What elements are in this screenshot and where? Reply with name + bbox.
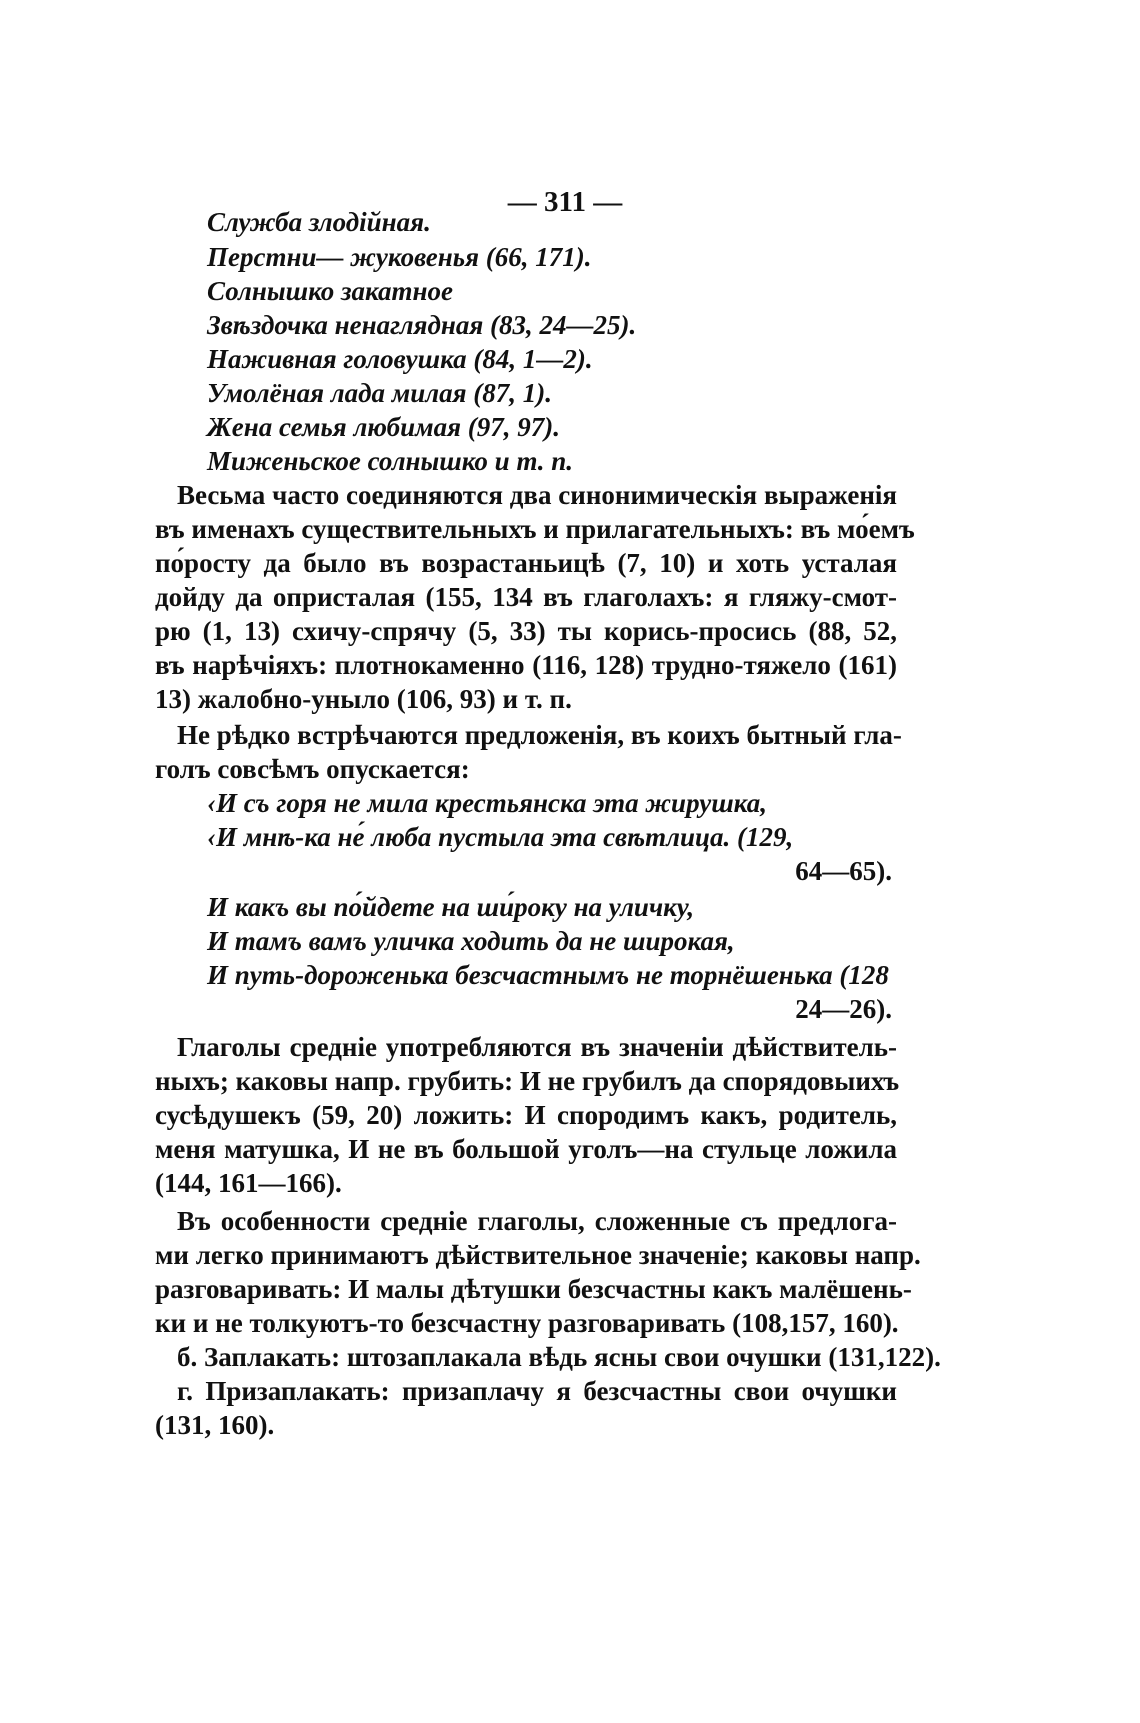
text-line: ки и не толкуютъ-то безсчастну разговаривать (108,157, 160). [155, 1308, 899, 1338]
text-line: по́росту да было въ возрастаньицѣ (7, 10) и хоть усталая [155, 548, 897, 578]
list-item: Миженьское солнышко и т. п. [207, 446, 574, 476]
list-item: Наживная головушка (84, 1—2). [207, 344, 593, 374]
quote-reference: 24—26). [795, 994, 892, 1024]
text-line: сусѣдушекъ (59, 20) ложить: И спородимъ какъ, родитель, [155, 1100, 897, 1130]
text-line: меня матушка, И не въ большой уголъ—на стульце ложила [155, 1134, 897, 1164]
text-line: разговаривать: И малы дѣтушки безсчастны какъ малёшень- [155, 1274, 912, 1304]
text-line: 13) жалобно-уныло (106, 93) и т. п. [155, 684, 572, 714]
quote-line: ‹И мнѣ-ка не́ люба пустыла эта свѣтлица. (129, [207, 822, 794, 852]
quote-reference: 64—65). [795, 856, 892, 886]
text-line: Не рѣдко встрѣчаются предложенія, въ коихъ бытный гла- [177, 720, 902, 750]
text-line: Въ особенности средніе глаголы, сложенные съ предлога- [177, 1206, 897, 1236]
list-item: Служба злодійная. [207, 207, 431, 237]
list-item: Солнышко закатное [207, 276, 454, 306]
text-line: г. Призаплакать: призаплачу я безсчастны свои очушки [177, 1376, 897, 1406]
quote-line: И путь-дороженька безсчастнымъ не торнёшенька (128 [207, 960, 889, 990]
text-line: (144, 161—166). [155, 1168, 342, 1198]
page-number: — 311 — [507, 186, 623, 218]
list-item: Звѣздочка ненаглядная (83, 24—25). [207, 310, 637, 340]
text-line: ныхъ; каковы напр. грубить: И не грубилъ да спорядовыихъ [155, 1066, 900, 1096]
text-line: ми легко принимаютъ дѣйствительное значеніе; каковы напр. [155, 1240, 921, 1270]
text-line: дойду да опристалая (155, 134 въ глаголахъ: я гляжу-смот- [155, 582, 897, 612]
text-line: въ нарѣчіяхъ: плотнокаменно (116, 128) трудно-тяжело (161) [155, 650, 897, 680]
list-item: Перстни— жуковенья (66, 171). [207, 242, 592, 272]
text-line: рю (1, 13) схичу-спрячу (5, 33) ты корись-просись (88, 52, [155, 616, 897, 646]
text-line: въ именахъ существительныхъ и прилагательныхъ: въ мо́емъ [155, 514, 915, 544]
list-item: Жена семья любимая (97, 97). [207, 412, 561, 442]
quote-line: ‹И съ горя не мила крестьянска эта жирушка, [207, 788, 767, 818]
text-line: Весьма часто соединяются два синонимическія выраженія [177, 480, 897, 510]
text-line: (131, 160). [155, 1410, 275, 1440]
quote-line: И какъ вы по́йдете на ши́року на уличку, [207, 892, 695, 922]
text-line: голъ совсѣмъ опускается: [155, 754, 470, 784]
text-line: Глаголы средніе употребляются въ значеніи дѣйствитель- [177, 1032, 897, 1062]
quote-line: И тамъ вамъ уличка ходить да не широкая, [207, 926, 735, 956]
text-line: б. Заплакать: штозаплакала вѣдь ясны свои очушки (131,122). [177, 1342, 941, 1372]
list-item: Умолёная лада милая (87, 1). [207, 378, 553, 408]
